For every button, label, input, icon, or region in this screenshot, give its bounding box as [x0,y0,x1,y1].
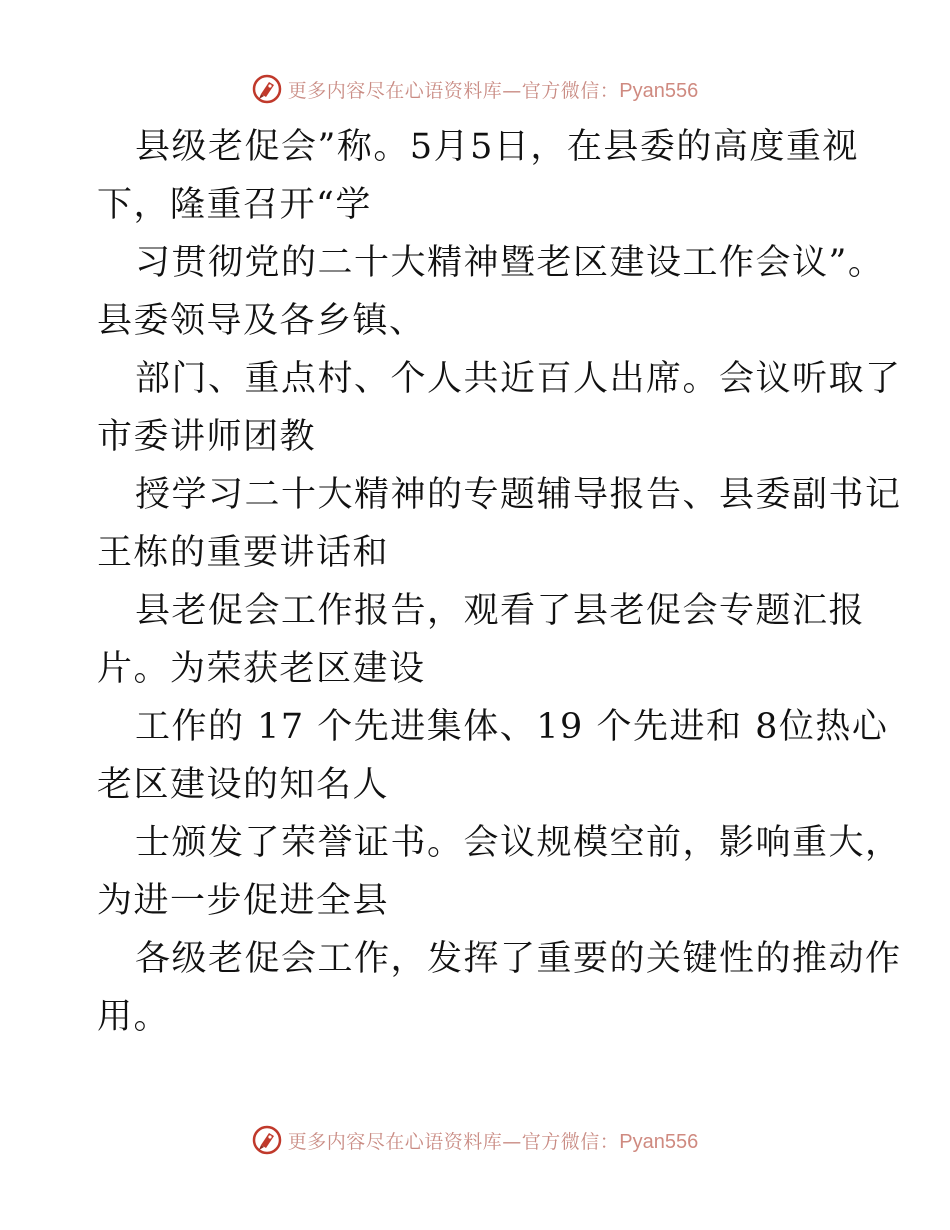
text-line: 授学习二十大精神的专题辅导报告、县委副书记 [135,475,902,515]
text-line: 各级老促会工作，发挥了重要的关键性的推动作 [135,939,902,979]
watermark-text: 更多内容尽在心语资料库—官方微信：Pyan556 [287,1130,699,1153]
text-line: 县委领导及各乡镇、 [97,301,426,341]
watermark-text: 更多内容尽在心语资料库—官方微信：Pyan556 [287,79,699,102]
watermark-account: Pyan556 [619,1130,699,1153]
footer-watermark [0,1123,950,1157]
pen-nib-logo-icon [252,1125,282,1155]
document-body [97,118,902,1046]
text-line: 用。 [97,997,171,1037]
text-line: 县级老促会”称。5月5日，在县委的高度重视 [135,127,859,167]
text-line: 片。为荣获老区建设 [97,649,426,689]
text-line: 部门、重点村、个人共近百人出席。会议听取了 [135,359,902,399]
pen-nib-logo-icon [252,74,282,104]
text-line: 王栋的重要讲话和 [97,533,390,573]
text-line: 工作的 17 个先进集体、19 个先进和 8位热心 [135,707,889,747]
text-line: 市委讲师团教 [97,417,317,457]
text-line: 县老促会工作报告，观看了县老促会专题汇报 [135,591,866,631]
text-line: 士颁发了荣誉证书。会议规模空前，影响重大， [135,823,902,863]
header-watermark [0,72,950,106]
watermark-account: Pyan556 [619,79,699,102]
text-line: 习贯彻党的二十大精神暨老区建设工作会议”。 [135,243,885,283]
text-line: 老区建设的知名人 [97,765,390,805]
text-line: 下，隆重召开“学 [97,185,372,225]
text-line: 为进一步促进全县 [97,881,390,921]
